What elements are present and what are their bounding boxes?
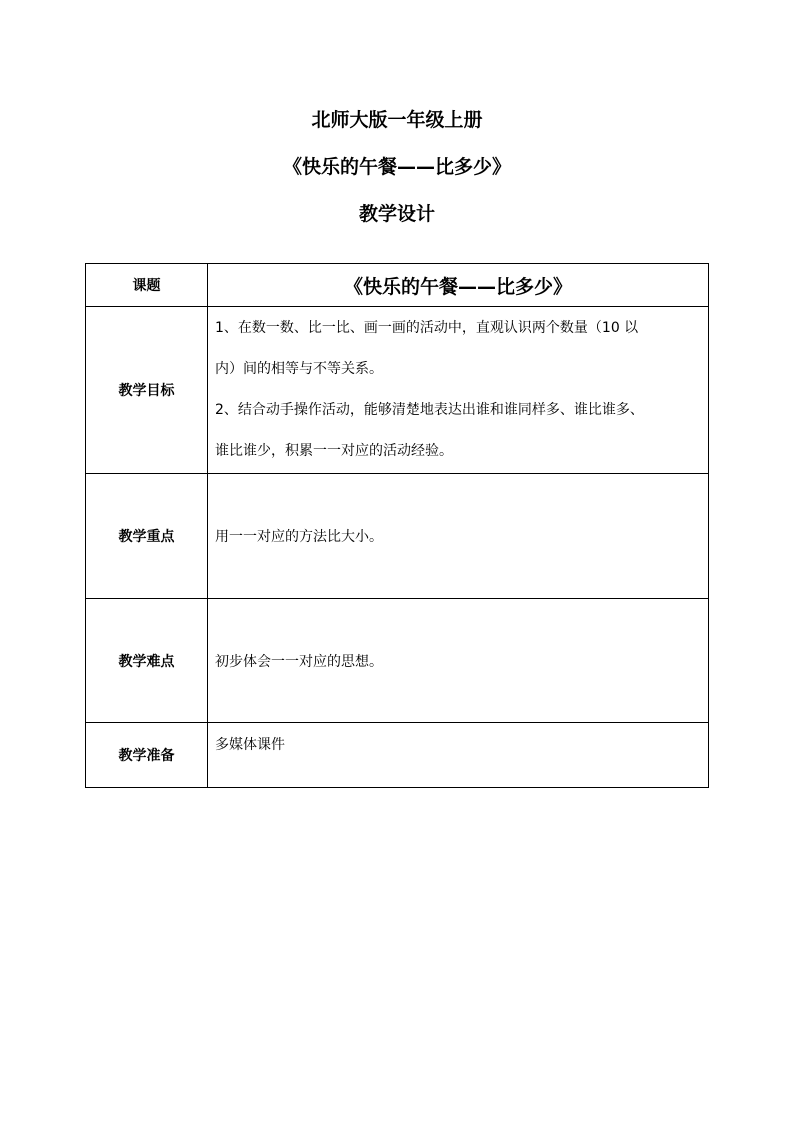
row-topic (86, 264, 709, 307)
row-objectives (86, 307, 709, 474)
row-preparation (86, 723, 709, 788)
label-objectives: 教学目标 (86, 307, 208, 474)
objective-line: 2、结合动手操作活动，能够清楚地表达出谁和谁同样多、谁比谁多、 (215, 402, 644, 418)
lesson-plan-table (85, 263, 709, 788)
title-design: 教学设计 (358, 203, 435, 225)
document-title (0, 104, 794, 245)
label-difficulty: 教学难点 (86, 599, 208, 723)
value-key-point: 用一一对应的方法比大小。 (208, 474, 709, 599)
value-difficulty: 初步体会一一对应的思想。 (208, 599, 709, 723)
row-difficulty (86, 599, 709, 723)
label-key-point: 教学重点 (86, 474, 208, 599)
title-lesson: 《快乐的午餐——比多少》 (282, 156, 511, 178)
objective-line: 谁比谁少，积累一一对应的活动经验。 (215, 443, 453, 459)
label-topic: 课题 (86, 264, 208, 307)
value-topic: 《快乐的午餐——比多少》 (208, 264, 709, 307)
label-preparation: 教学准备 (86, 723, 208, 788)
title-textbook: 北师大版一年级上册 (311, 109, 483, 131)
objective-line: 内）间的相等与不等关系。 (215, 361, 383, 377)
objective-line: 1、在数一数、比一比、画一画的活动中，直观认识两个数量（10 以 (215, 320, 639, 336)
row-key-point (86, 474, 709, 599)
preparation-text: 多媒体课件 (215, 737, 285, 753)
value-preparation (208, 723, 709, 788)
value-objectives (208, 307, 709, 474)
